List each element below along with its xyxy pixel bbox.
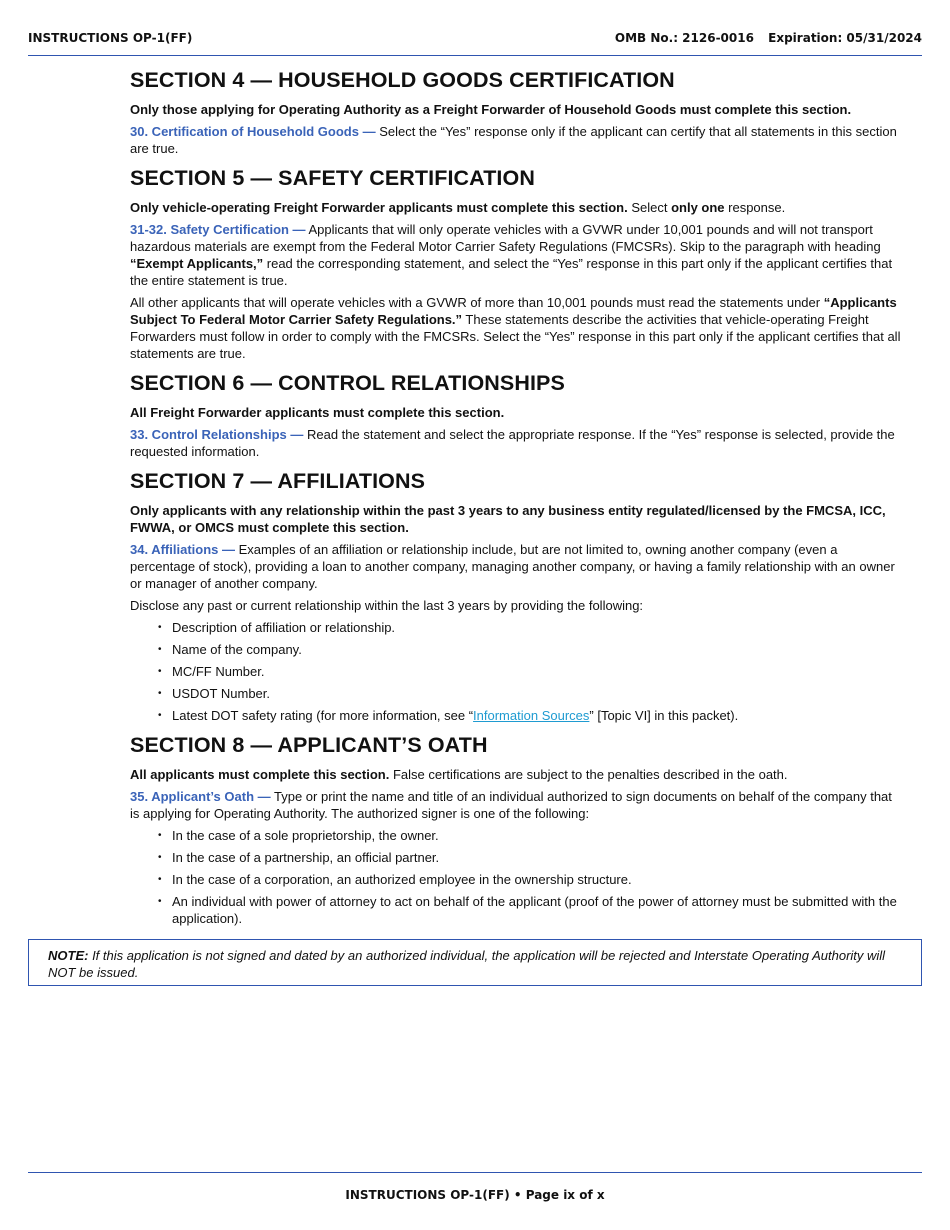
footer-divider — [28, 1172, 922, 1173]
section-6 — [130, 369, 904, 460]
note-label: NOTE: — [48, 948, 89, 963]
list-item: • Description of affiliation or relationship. — [172, 619, 904, 636]
section-8-item-35: 35. Applicant’s Oath — Type or print the name and title of an individual authorized to sign documents on behalf of the company that is applying for Operating Authority. The authorized signer is one of the following: — [130, 789, 892, 821]
item-34-label: 34. Affiliations — — [130, 542, 235, 557]
item-33-label: 33. Control Relationships — — [130, 427, 304, 442]
section-7 — [130, 467, 904, 724]
section-6-lead: All Freight Forwarder applicants must complete this section. — [130, 405, 505, 420]
section-8-title: SECTION 8 — APPLICANT’S OATH — [130, 733, 488, 757]
section-8 — [130, 731, 904, 927]
section-4-item-30: 30. Certification of Household Goods — Select the “Yes” response only if the applicant can certify that all statements in this section are true. — [130, 124, 897, 156]
section-8-lead: All applicants must complete this section. False certifications are subject to the penalties described in the oath. — [130, 767, 788, 782]
header-omb-number: OMB No.: 2126-0016 — [614, 31, 754, 45]
section-4-lead: Only those applying for Operating Authority as a Freight Forwarder of Household Goods must complete this section. — [130, 102, 852, 117]
section-5-lead: Only vehicle-operating Freight Forwarder applicants must complete this section. Select only one response. — [130, 200, 786, 215]
list-item: • In the case of a partnership, an official partner. — [172, 849, 904, 866]
section-7-title: SECTION 7 — AFFILIATIONS — [130, 469, 426, 493]
header-expiration: Expiration: 05/31/2024 — [768, 31, 922, 45]
section-6-title: SECTION 6 — CONTROL RELATIONSHIPS — [130, 371, 565, 395]
section-5-title: SECTION 5 — SAFETY CERTIFICATION — [130, 166, 535, 190]
page-header — [28, 31, 922, 56]
list-item: • USDOT Number. — [172, 685, 904, 702]
list-item: • In the case of a sole proprietorship, the owner. — [172, 827, 904, 844]
note-box — [28, 939, 922, 986]
section-5-paragraph-2: All other applicants that will operate vehicles with a GVWR of more than 10,001 pounds must read the statements under “Applicants Subject To Federal Motor Carrier Safety Regulations.” These statements describe the activities that vehicle-operating Freight Forwarders must follow in order to comply with the FMCSRs. Select the “Yes” response in this part only if the applicant certifies that all statements are true. — [130, 295, 901, 361]
list-item: • An individual with power of attorney to act on behalf of the applicant (proof of the power of attorney must be submitted with the application). — [172, 893, 904, 927]
section-4 — [130, 66, 904, 157]
list-item: • In the case of a corporation, an authorized employee in the ownership structure. — [172, 871, 904, 888]
section-4-title: SECTION 4 — HOUSEHOLD GOODS CERTIFICATION — [130, 68, 675, 92]
section-7-lead: Only applicants with any relationship within the past 3 years to any business entity regulated/licensed by the FMCSA, ICC, FWWA, or OMCS must complete this section. — [130, 503, 886, 535]
page-content — [130, 66, 904, 932]
section-7-item-34: 34. Affiliations — Examples of an affiliation or relationship include, but are not limited to, owning another company (even a percentage of stock), providing a loan to another company, managing another company, or having a family relationship with an owner or manager of another company. — [130, 542, 895, 591]
list-item: • MC/FF Number. — [172, 663, 904, 680]
section-6-item-33: 33. Control Relationships — Read the statement and select the appropriate response. If the “Yes” response is selected, provide the requested information. — [130, 427, 895, 459]
item-30-label: 30. Certification of Household Goods — — [130, 124, 376, 139]
header-omb-info — [615, 31, 922, 45]
section-5 — [130, 164, 904, 362]
section-7-disclose: Disclose any past or current relationship within the last 3 years by providing the following: — [130, 598, 644, 613]
section-5-item-31-32: 31-32. Safety Certification — Applicants that will only operate vehicles with a GVWR under 10,001 pounds and will not transport hazardous materials are exempt from the Federal Motor Carrier Safety Regulations (FMCSRs). Skip to the paragraph with heading “Exempt Applicants,” read the corresponding statement, and select the “Yes” response in this part only if the applicant certifies that the entire statement is true. — [130, 222, 893, 288]
information-sources-link[interactable]: Information Sources — [473, 708, 590, 723]
note-text: If this application is not signed and dated by an authorized individual, the application will be rejected and Interstate Operating Authority will NOT be issued. — [48, 948, 886, 980]
authorized-signer-list — [130, 827, 904, 927]
header-form-title: INSTRUCTIONS OP-1(FF) — [28, 31, 193, 45]
item-31-32-label: 31-32. Safety Certification — — [130, 222, 306, 237]
list-item: • Name of the company. — [172, 641, 904, 658]
list-item: • Latest DOT safety rating (for more information, see “Information Sources” [Topic VI] in this packet). — [172, 707, 904, 724]
page-footer: INSTRUCTIONS OP-1(FF) • Page ix of x — [345, 1188, 605, 1202]
item-35-label: 35. Applicant’s Oath — — [130, 789, 271, 804]
affiliation-list — [130, 619, 904, 724]
